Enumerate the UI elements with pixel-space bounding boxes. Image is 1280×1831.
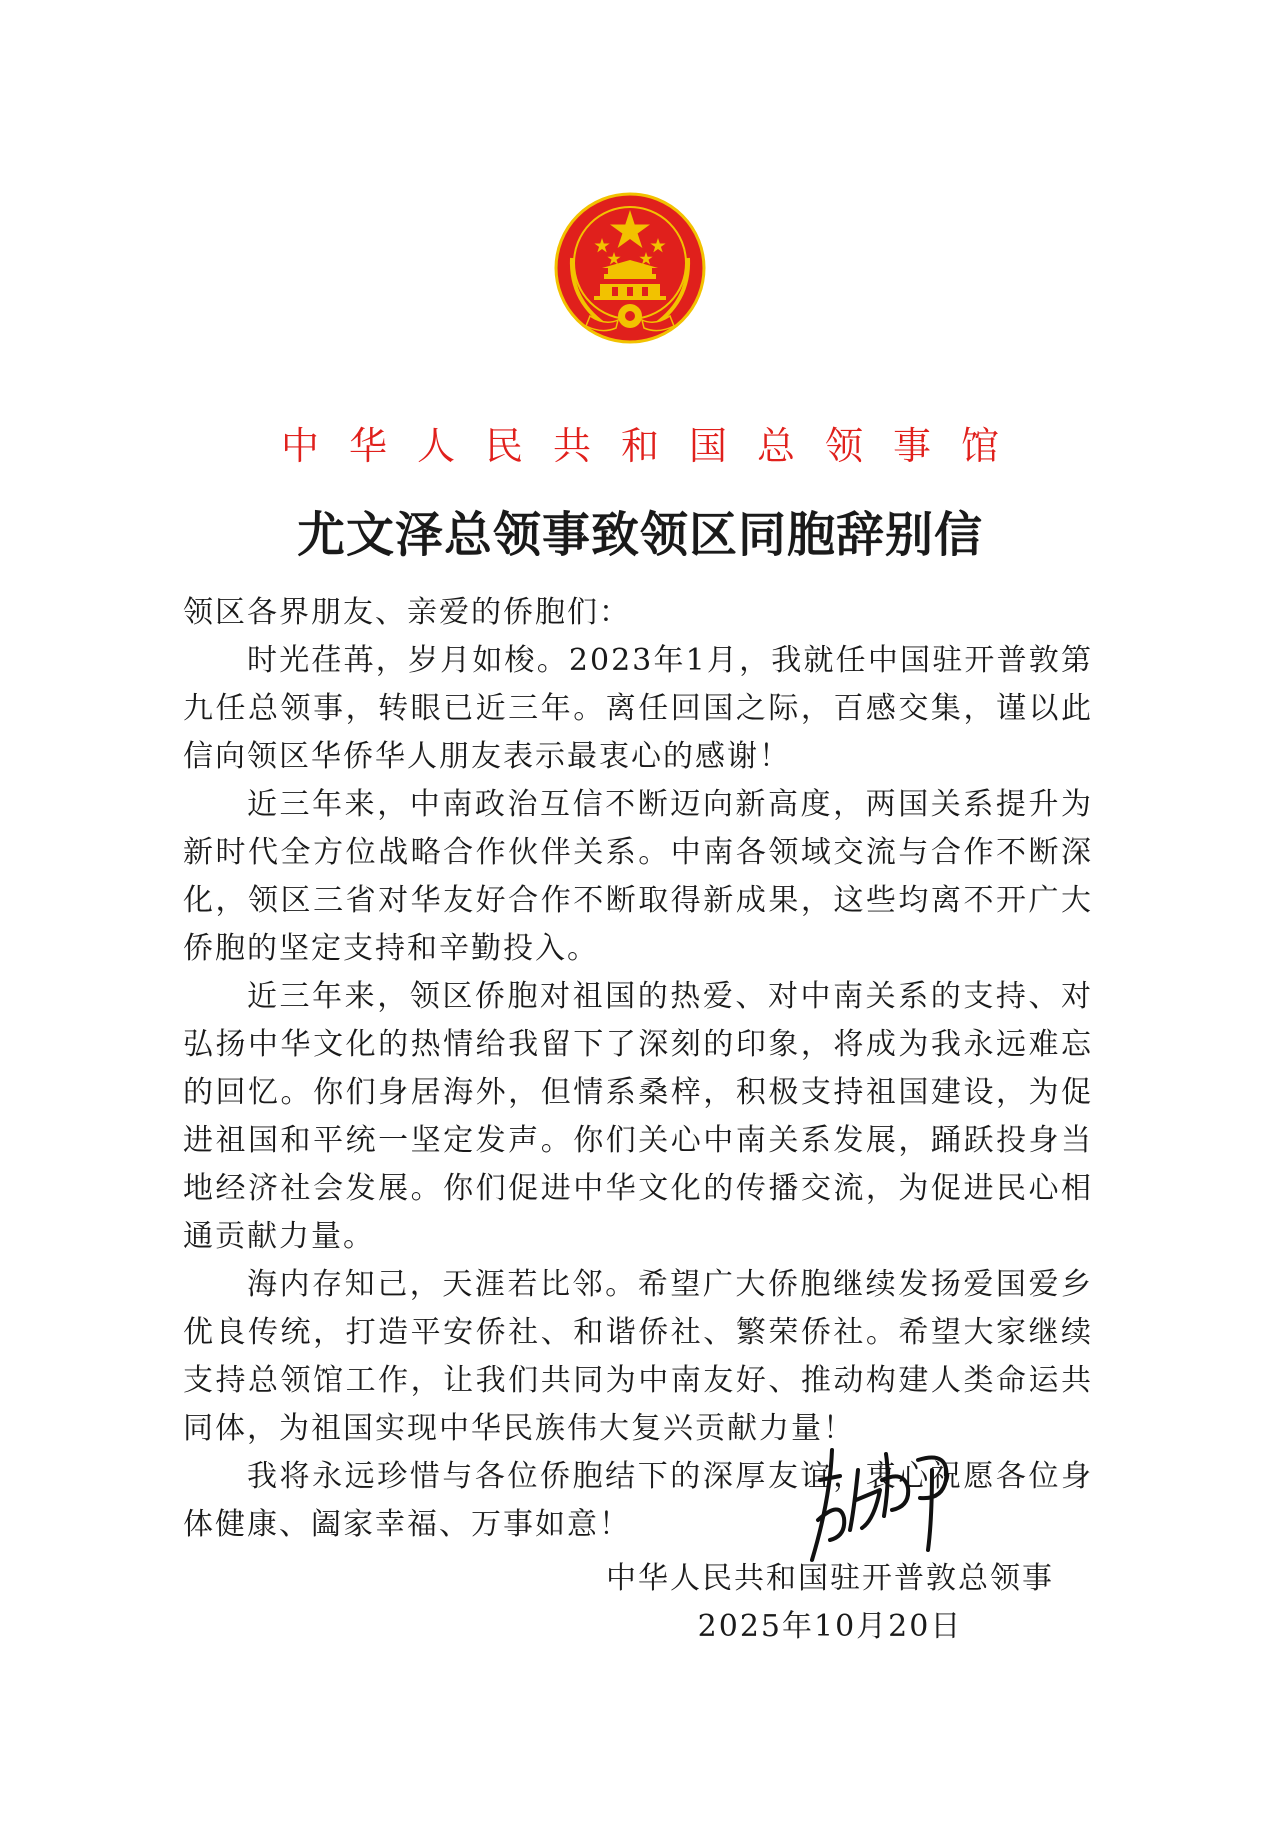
signature-block: [570, 1555, 1090, 1651]
paragraph: 近三年来，中南政治互信不断迈向新高度，两国关系提升为新时代全方位战略合作伙伴关系。中南各领域交流与合作不断深化，领区三省对华友好合作不断取得新成果，这些均离不开广大侨胞的坚定支持和辛勤投入。: [183, 787, 1093, 966]
handwritten-signature: [800, 1440, 980, 1570]
salutation: 领区各界朋友、亲爱的侨胞们：: [183, 595, 631, 630]
signer-title: 中华人民共和国驻开普敦总领事: [606, 1561, 1054, 1596]
paragraph: 海内存知己，天涯若比邻。希望广大侨胞继续发扬爱国爱乡优良传统，打造平安侨社、和谐侨社、繁荣侨社。希望大家继续支持总领馆工作，让我们共同为中南友好、推动构建人类命运共同体，为祖国实现中华民族伟大复兴贡献力量！: [183, 1267, 1093, 1446]
letter-title: 尤文泽总领事致领区同胞辞别信: [296, 507, 983, 563]
paragraph: 时光荏苒，岁月如梭。2023年1月，我就任中国驻开普敦第九任总领事，转眼已近三年。离任回国之际，百感交集，谨以此信向领区华侨华人朋友表示最衷心的感谢！: [183, 643, 1093, 774]
letter-body: [183, 589, 1093, 1549]
national-emblem-icon: [550, 188, 710, 348]
paragraph: 我将永远珍惜与各位侨胞结下的深厚友谊，衷心祝愿各位身体健康、阖家幸福、万事如意！: [183, 1459, 1093, 1542]
letter-date: 2025年10月20日: [697, 1609, 963, 1644]
paragraph: 近三年来，领区侨胞对祖国的热爱、对中南关系的支持、对弘扬中华文化的热情给我留下了深刻的印象，将成为我永远难忘的回忆。你们身居海外，但情系桑梓，积极支持祖国建设，为促进祖国和平统一坚定发声。你们关心中南关系发展，踊跃投身当地经济社会发展。你们促进中华文化的传播交流，为促进民心相通贡献力量。: [183, 979, 1093, 1254]
letterhead: 中华人民共和国总领事馆: [280, 424, 1029, 468]
